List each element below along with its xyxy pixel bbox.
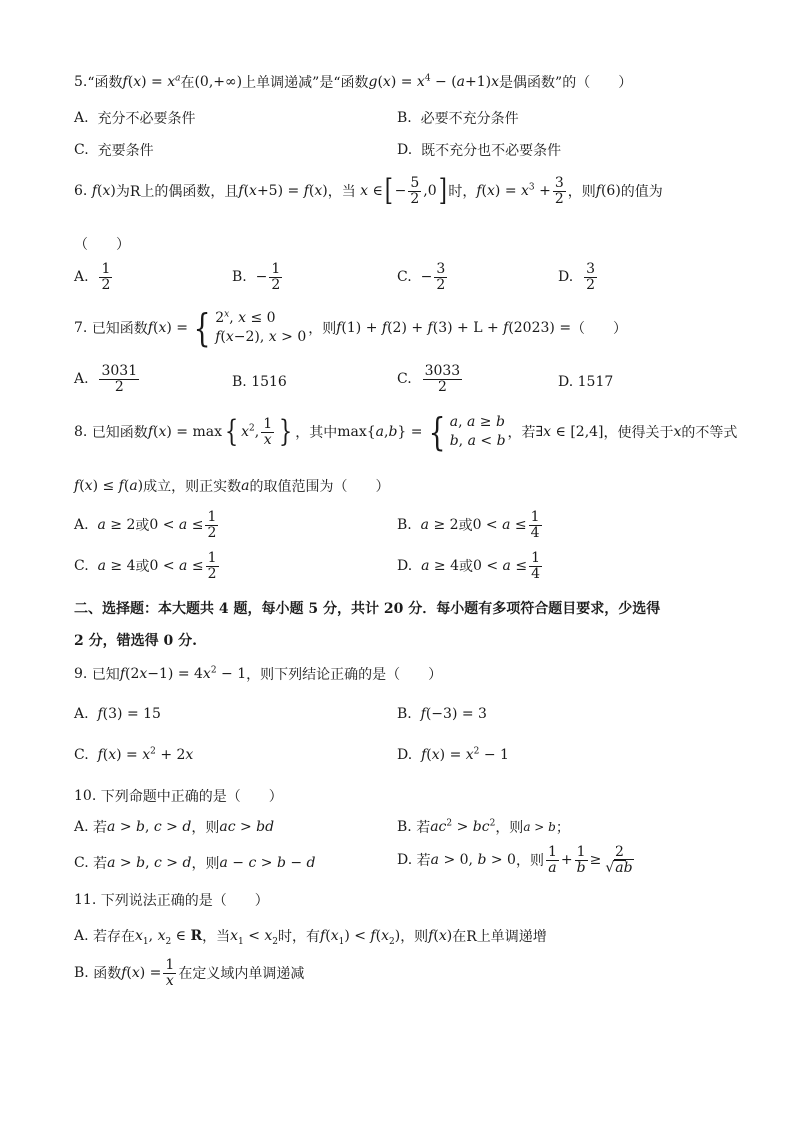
q8-option-a[interactable]: A. a ≥ 2 或 0 < a ≤ $\frac{1}{2}$ xyxy=(74,509,217,541)
q9-stem: 9. 已知 $f(2x-1) = 4x^2 - 1$ ，则下列结论正确的是（ ） xyxy=(74,665,443,683)
q6-paren: （ ） xyxy=(74,237,130,253)
q10-option-b[interactable]: B. 若 $ac^2 > bc^2$ ，则 a > b ； xyxy=(397,818,570,836)
q10-stem: 10. 下列命题中正确的是（ ） xyxy=(74,788,283,805)
q11-option-b[interactable]: B. 函数 f(x) = $\frac{1}{x}$ 在定义域内单调递减 xyxy=(74,957,305,989)
q5-option-d[interactable]: D. 既不充分也不必要条件 xyxy=(397,142,562,159)
q10-option-c[interactable]: C. 若 a > b, c > d ，则 a − c > b − d xyxy=(74,855,316,872)
q5-stem: 5. “函数 $f(x) = x^a$ 在 (0,+∞) 上单调递减”是“函数 $g(x) = x^4 - (a+1)x$ 是偶函数”的（ ） xyxy=(74,73,633,91)
question-number: 8. xyxy=(74,424,88,440)
section-heading-cont: 2 分，错选得 0 分. xyxy=(74,633,197,649)
q10-option-a[interactable]: A. 若 a > b, c > d ，则 ac > bd xyxy=(74,819,275,836)
q9-option-c[interactable]: C. $f(x) = x^2 + 2x$ xyxy=(74,746,194,763)
q7-option-b[interactable]: B. 1516 xyxy=(232,374,287,390)
q8-option-d[interactable]: D. a ≥ 4 或 0 < a ≤ $\frac{1}{4}$ xyxy=(397,550,541,582)
q8-option-c[interactable]: C. a ≥ 4 或 0 < a ≤ $\frac{1}{2}$ xyxy=(74,550,217,582)
q9-option-a[interactable]: A. f(3) = 15 xyxy=(74,706,161,722)
q8-stem: 8. 已知函数 f(x) = max { $x^2$, $\frac{1}{x}$ } ，其中 max{a,b} = { a, a ≥ b b, a < b ，若 ∃x ∈ [2,4] ，使得关于 x 的不等式 xyxy=(74,410,738,454)
q6-option-a[interactable]: A. $\frac{1}{2}$ xyxy=(74,261,111,293)
q11-option-a[interactable]: A. 若存在 $x_1$, $x_2$ ∈ R ，当 $x_1 < x_2$ 时，有 $f(x_1) < f(x_2)$ ，则 f(x) 在R上单调递增 xyxy=(74,928,547,947)
q9-option-d[interactable]: D. $f(x) = x^2 - 1$ xyxy=(397,746,509,763)
q11-stem: 11. 下列说法正确的是（ ） xyxy=(74,892,269,909)
question-number: 9. xyxy=(74,666,88,682)
q5-option-c[interactable]: C. 充要条件 xyxy=(74,142,154,159)
question-number: 11. xyxy=(74,892,97,908)
question-number: 10. xyxy=(74,788,97,804)
q7-option-c[interactable]: C. $\frac{3033}{2}$ xyxy=(397,363,461,395)
q7-option-d[interactable]: D. 1517 xyxy=(558,374,614,390)
q8-option-b[interactable]: B. a ≥ 2 或 0 < a ≤ $\frac{1}{4}$ xyxy=(397,509,540,541)
q10-option-d[interactable]: D. 若 a > 0, b > 0 ，则 $\frac{1}{a}$ + $\frac{1}{b}$ ≥ $\frac{2}{√ab}$ xyxy=(397,844,633,876)
q9-option-b[interactable]: B. f(−3) = 3 xyxy=(397,706,487,722)
q8-stem-cont: f(x) ≤ f(a) 成立，则正实数 a 的取值范围为（ ） xyxy=(74,478,390,495)
q6-option-d[interactable]: D. $\frac{3}{2}$ xyxy=(558,261,596,293)
q7-option-a[interactable]: A. $\frac{3031}{2}$ xyxy=(74,363,138,395)
q7-stem: 7. 已知函数 f(x) = { 2$^x$, x ≤ 0 f(x−2), x > 0 ，则 f(1) + f(2) + f(3) + L + f(2023) = （ ） xyxy=(74,306,628,350)
question-number: 6. xyxy=(74,183,88,200)
question-number: 5. xyxy=(74,74,88,90)
q6-stem: 6. f(x) 为R上的偶函数，且 f(x+5) = f(x) ，当 x ∈ [ − $\frac{5}{2}$ ,0 ] 时， $f(x) = x^3$ + $\frac{3}{2}$ ，则 f(6) 的值为 xyxy=(74,173,663,209)
question-number: 7. xyxy=(74,320,88,336)
q6-option-c[interactable]: C. − $\frac{3}{2}$ xyxy=(397,261,446,293)
section-heading: 二、选择题：本大题共 4 题，每小题 5 分，共计 20 分．每小题有多项符合题目要求，少选得 xyxy=(74,601,661,617)
q6-option-b[interactable]: B. − $\frac{1}{2}$ xyxy=(232,261,281,293)
q5-option-a[interactable]: A. 充分不必要条件 xyxy=(74,110,196,127)
q5-option-b[interactable]: B. 必要不充分条件 xyxy=(397,110,519,127)
